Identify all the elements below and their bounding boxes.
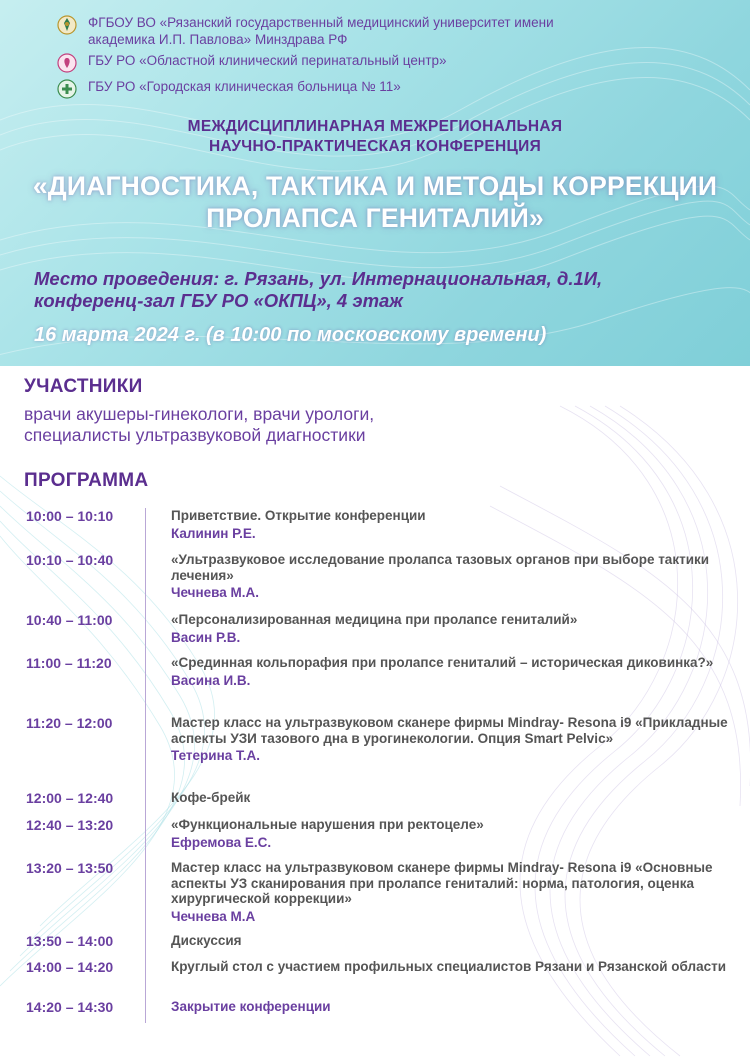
schedule-speaker: Ефремова Е.С. (171, 834, 272, 850)
schedule-time: 10:40 – 11:00 (26, 612, 113, 628)
schedule-row (24, 612, 734, 655)
divider (145, 933, 146, 959)
schedule-time: 10:10 – 10:40 (26, 552, 114, 568)
schedule-time: 12:00 – 12:40 (26, 790, 114, 806)
participants-line: специалисты ультразвуковой диагностики (24, 425, 366, 445)
program-schedule (24, 508, 734, 1023)
conference-header (0, 0, 750, 366)
conference-type-line: НАУЧНО-ПРАКТИЧЕСКАЯ КОНФЕРЕНЦИЯ (208, 138, 542, 155)
schedule-topic: Мастер класс на ультразвуковом сканере фирмы Mindray- Resona i9 «Прикладные аспекты УЗИ тазового дна в урогинекологии. Опция Smart Pelvic» (171, 715, 728, 746)
schedule-row (24, 817, 734, 860)
schedule-topic: Закрытие конференции (171, 999, 331, 1014)
conference-title (0, 170, 750, 234)
schedule-topic: Круглый стол с участием профильных специалистов Рязани и Рязанской области (171, 959, 727, 974)
schedule-time: 13:50 – 14:00 (26, 933, 114, 949)
schedule-topic: Дискуссия (171, 933, 242, 948)
organization-name: ФГБОУ ВО «Рязанский государственный медицинский университет имени академика И.П. Павлова» Минздрава РФ (88, 15, 554, 47)
schedule-time: 13:20 – 13:50 (26, 860, 114, 876)
venue (34, 268, 734, 312)
hospital-logo-icon (56, 78, 78, 100)
schedule-time: 11:20 – 12:00 (26, 715, 113, 731)
schedule-topic: «Персонализированная медицина при пролапсе гениталий» (171, 612, 578, 627)
organizations-list (56, 14, 588, 104)
divider (145, 790, 146, 817)
divider (145, 860, 146, 933)
conference-type (0, 117, 750, 157)
schedule-topic: Мастер класс на ультразвуковом сканере фирмы Mindray- Resona i9 «Основные аспекты УЗ сканирования при пролапсе гениталий: норма, патология, оценка хирургической коррекции» (171, 860, 713, 906)
schedule-time: 11:00 – 11:20 (26, 655, 112, 671)
organization-item (56, 78, 588, 100)
schedule-speaker: Чечнева М.А. (171, 585, 260, 600)
schedule-row (24, 655, 734, 715)
schedule-row (24, 860, 734, 933)
divider (145, 552, 146, 612)
schedule-time: 14:20 – 14:30 (26, 999, 114, 1015)
schedule-time: 12:40 – 13:20 (26, 817, 114, 833)
conference-type-line: МЕЖДИСЦИПЛИНАРНАЯ МЕЖРЕГИОНАЛЬНАЯ (187, 118, 563, 135)
schedule-row (24, 790, 734, 817)
schedule-topic: Приветствие. Открытие конференции (171, 508, 426, 523)
participants-description (24, 404, 374, 446)
perinatal-center-logo-icon (56, 52, 78, 74)
venue-line: конференц-зал ГБУ РО «ОКПЦ», 4 этаж (34, 290, 403, 311)
divider (145, 655, 146, 715)
schedule-row (24, 933, 734, 959)
schedule-row (24, 508, 734, 552)
schedule-topic: «Срединная кольпорафия при пролапсе гениталий – историческая диковинка?» (171, 655, 714, 670)
organization-name: ГБУ РО «Областной клинический перинатальный центр» (88, 53, 447, 68)
divider (145, 715, 146, 790)
organization-item (56, 14, 588, 48)
divider (145, 999, 146, 1023)
schedule-row (24, 715, 734, 790)
schedule-topic: Кофе-брейк (171, 790, 251, 805)
schedule-speaker: Васина И.В. (171, 672, 251, 688)
venue-line: Место проведения: г. Рязань, ул. Интернациональная, д.1И, (34, 268, 603, 289)
participants-line: врачи акушеры-гинекологи, врачи урологи, (24, 404, 375, 424)
divider (145, 612, 146, 655)
schedule-speaker: Чечнева М.А (171, 908, 256, 924)
schedule-speaker: Тетерина Т.А. (171, 748, 260, 763)
divider (145, 959, 146, 999)
organization-item (56, 52, 588, 74)
schedule-topic: «Функциональные нарушения при ректоцеле» (171, 817, 484, 832)
university-emblem-icon (56, 14, 78, 36)
program-heading: ПРОГРАММА (24, 470, 149, 491)
schedule-topic: «Ультразвуковое исследование пролапса тазовых органов при выборе тактики лечения» (171, 552, 710, 583)
schedule-row (24, 959, 734, 999)
conference-title-line: ПРОЛАПСА ГЕНИТАЛИЙ» (206, 203, 544, 233)
schedule-row (24, 552, 734, 612)
schedule-speaker: Васин Р.В. (171, 629, 241, 645)
schedule-time: 14:00 – 14:20 (26, 959, 114, 975)
divider (145, 508, 146, 552)
conference-date: 16 марта 2024 г. (в 10:00 по московскому времени) (34, 324, 547, 346)
schedule-row (24, 999, 734, 1023)
divider (145, 817, 146, 860)
schedule-time: 10:00 – 10:10 (26, 508, 114, 524)
conference-title-line: «ДИАГНОСТИКА, ТАКТИКА И МЕТОДЫ КОРРЕКЦИИ (32, 171, 718, 201)
participants-heading: УЧАСТНИКИ (24, 376, 143, 397)
organization-name: ГБУ РО «Городская клиническая больница № 11» (88, 79, 401, 94)
schedule-speaker: Калинин Р.Е. (171, 525, 256, 541)
